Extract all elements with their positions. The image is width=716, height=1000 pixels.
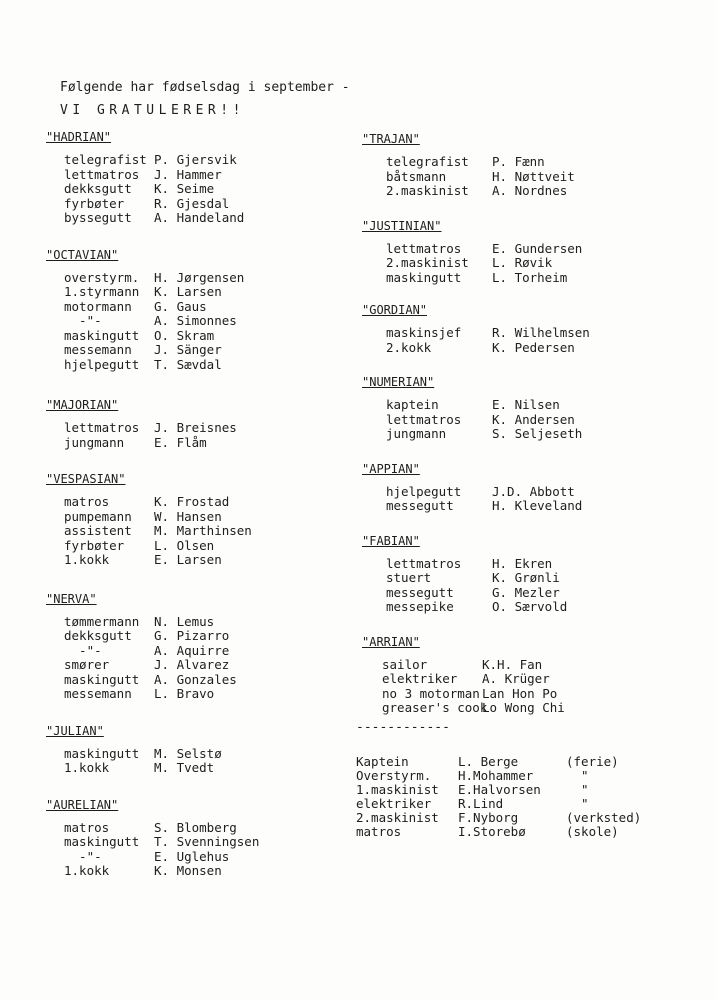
crew-name: Lan Hon Po: [482, 685, 558, 701]
crew-name: H. Kleveland: [492, 498, 583, 513]
crew-row: [356, 672, 696, 687]
crew-row: [46, 553, 336, 568]
crew-name: A. Handeland: [154, 210, 245, 225]
crew-name: K. Andersen: [492, 411, 575, 427]
crew-name: W. Hansen: [154, 508, 222, 524]
crew-role: maskingutt: [64, 327, 140, 343]
crew-role: -"-: [64, 313, 102, 328]
crew-role: lettmatros: [386, 411, 462, 427]
crew-role: telegrafist: [64, 152, 147, 167]
crew-row: [356, 155, 696, 170]
crew-role: stuert: [386, 570, 432, 585]
crew-role: fyrbøter: [64, 537, 125, 553]
right-ship-column: [356, 132, 696, 839]
officer-row: [356, 783, 696, 797]
ship-block: [46, 592, 336, 702]
crew-role: greaser's cook: [382, 700, 488, 715]
crew-name: M. Tvedt: [154, 760, 215, 775]
officer-note: (verksted): [566, 809, 642, 825]
crew-row: [46, 747, 336, 762]
crew-role: lettmatros: [64, 166, 140, 182]
crew-row: [46, 153, 336, 168]
ship-block: [46, 798, 336, 879]
dashed-divider: ------------: [356, 719, 450, 735]
crew-row: [356, 170, 696, 185]
officer-role: elektriker: [356, 795, 432, 811]
crew-row: [46, 850, 336, 865]
ship-block: [356, 375, 696, 442]
crew-name: J.D. Abbott: [492, 483, 575, 499]
ship-block: [46, 472, 336, 568]
crew-role: 2.maskinist: [386, 255, 469, 270]
crew-role: assistent: [64, 523, 132, 538]
crew-name: J. Alvarez: [154, 657, 230, 672]
crew-row: [46, 761, 336, 776]
crew-role: maskingutt: [386, 269, 462, 285]
crew-row: [46, 343, 336, 358]
crew-row: [46, 197, 336, 212]
crew-row: [356, 427, 696, 442]
ship-block: [356, 534, 696, 615]
congratulations-heading: VI GRATULERER!!: [60, 103, 245, 118]
crew-name: K. Monsen: [154, 863, 222, 878]
ship-name: "AURELIAN": [46, 797, 119, 812]
crew-name: S. Seljeseth: [492, 426, 583, 441]
crew-role: messegutt: [386, 498, 454, 513]
crew-role: maskinsjef: [386, 325, 462, 340]
officer-name: I.Storebø: [458, 823, 526, 839]
crew-name: J. Hammer: [154, 166, 222, 182]
ship-block: [356, 219, 696, 286]
left-ship-column: [46, 130, 336, 897]
crew-name: L. Røvik: [492, 255, 553, 270]
crew-role: 1.kokk: [64, 863, 110, 878]
crew-row: [46, 285, 336, 300]
crew-row: [46, 524, 336, 539]
officer-role: matros: [356, 823, 402, 839]
crew-row: [46, 821, 336, 836]
crew-row: [46, 271, 336, 286]
ship-name: "NUMERIAN": [362, 375, 435, 389]
ship-block: [46, 398, 336, 450]
crew-row: [356, 557, 696, 572]
crew-role: tømmermann: [64, 613, 140, 629]
crew-name: A. Krüger: [482, 671, 550, 686]
crew-role: matros: [64, 494, 110, 509]
crew-role: overstyrm.: [64, 269, 140, 285]
crew-row: [46, 421, 336, 436]
crew-name: K. Larsen: [154, 284, 222, 299]
ship-block: [356, 635, 696, 716]
crew-row: [356, 485, 696, 500]
crew-name: E. Larsen: [154, 552, 222, 567]
crew-name: A. Gonzales: [154, 671, 237, 687]
officer-name: F.Nyborg: [458, 809, 519, 825]
crew-role: -"-: [64, 642, 102, 658]
crew-row: [356, 413, 696, 428]
crew-name: A. Nordnes: [492, 183, 568, 198]
ship-block: [46, 724, 336, 776]
crew-row: [46, 615, 336, 630]
crew-role: lettmatros: [386, 555, 462, 571]
birthday-intro: Følgende har fødselsdag i september -: [60, 80, 350, 95]
crew-row: [356, 658, 696, 673]
crew-name: K. Grønli: [492, 570, 560, 585]
officer-note: (ferie): [566, 753, 619, 769]
crew-row: [46, 835, 336, 850]
crew-name: K.H. Fan: [482, 656, 543, 672]
crew-name: O. Særvold: [492, 599, 568, 614]
crew-row: [46, 314, 336, 329]
crew-role: sailor: [382, 656, 428, 672]
crew-name: M. Selstø: [154, 745, 222, 761]
ship-block: [46, 248, 336, 373]
ship-name: "MAJORIAN": [46, 398, 119, 412]
crew-row: [356, 701, 696, 716]
crew-row: [356, 600, 696, 615]
officer-row: [356, 755, 696, 769]
crew-name: K. Pedersen: [492, 339, 575, 355]
crew-row: [46, 495, 336, 510]
officer-note: (skole): [566, 823, 619, 839]
officer-note: ": [566, 781, 589, 797]
ship-block: [356, 462, 696, 514]
crew-role: lettmatros: [64, 420, 140, 435]
crew-name: E. Nilsen: [492, 397, 560, 412]
officer-name: E.Halvorsen: [458, 781, 541, 797]
crew-role: messemann: [64, 686, 132, 701]
crew-role: båtsmann: [386, 168, 447, 184]
crew-row: [46, 358, 336, 373]
crew-row: [356, 326, 696, 341]
ship-name: "TRAJAN": [362, 132, 420, 146]
crew-role: jungmann: [64, 434, 125, 450]
crew-role: jungmann: [386, 426, 447, 441]
crew-role: maskingutt: [64, 671, 140, 687]
officer-name: H.Mohammer: [458, 767, 534, 783]
crew-role: smører: [64, 657, 110, 672]
crew-row: [46, 211, 336, 226]
crew-row: [46, 329, 336, 344]
crew-role: 1.kokk: [64, 552, 110, 567]
officers-on-leave-list: [356, 755, 696, 839]
ship-block: [46, 130, 336, 226]
crew-name: R. Wilhelmsen: [492, 325, 590, 340]
crew-name: P. Gjersvik: [154, 152, 237, 167]
crew-role: messemann: [64, 342, 132, 357]
crew-name: L. Torheim: [492, 269, 568, 285]
crew-name: P. Fænn: [492, 154, 545, 169]
crew-name: N. Lemus: [154, 613, 215, 629]
crew-role: elektriker: [382, 671, 458, 686]
ship-name: "HADRIAN": [46, 130, 112, 144]
crew-row: [46, 436, 336, 451]
crew-role: messepike: [386, 599, 454, 614]
crew-name: L. Olsen: [154, 537, 215, 553]
crew-name: K. Frostad: [154, 494, 230, 509]
crew-row: [356, 499, 696, 514]
crew-name: E. Uglehus: [154, 848, 230, 864]
crew-row: [356, 271, 696, 286]
crew-row: [46, 629, 336, 644]
officer-role: Kaptein: [356, 753, 409, 769]
crew-name: J. Sänger: [154, 342, 222, 357]
officer-role: Overstyrm.: [356, 767, 432, 783]
crew-role: kaptein: [386, 397, 439, 412]
crew-row: [46, 644, 336, 659]
crew-row: [356, 341, 696, 356]
crew-name: G. Mezler: [492, 584, 560, 600]
crew-row: [356, 184, 696, 199]
officer-name: R.Lind: [458, 795, 504, 811]
officer-row: [356, 811, 696, 825]
crew-name: K. Seime: [154, 181, 215, 196]
officer-note: ": [566, 795, 589, 811]
crew-role: maskingutt: [64, 745, 140, 761]
crew-row: [46, 673, 336, 688]
officer-role: 1.maskinist: [356, 781, 439, 797]
ship-name: "GORDIAN": [362, 303, 428, 317]
crew-role: hjelpegutt: [64, 356, 140, 372]
crew-role: maskingutt: [64, 834, 140, 849]
crew-role: lettmatros: [386, 240, 462, 256]
crew-role: pumpemann: [64, 508, 132, 524]
crew-row: [46, 687, 336, 702]
crew-row: [46, 300, 336, 315]
crew-role: byssegutt: [64, 210, 132, 225]
crew-row: [46, 510, 336, 525]
crew-name: E. Gundersen: [492, 240, 583, 256]
crew-row: [356, 687, 696, 702]
ship-name: "OCTAVIAN": [46, 247, 119, 262]
crew-name: G. Pizarro: [154, 628, 230, 643]
ship-name: "JULIAN": [46, 723, 104, 738]
officer-role: 2.maskinist: [356, 809, 439, 825]
officer-name: L. Berge: [458, 753, 519, 769]
crew-row: [46, 182, 336, 197]
crew-role: 1.styrmann: [64, 284, 140, 299]
ship-name: "APPIAN": [362, 461, 420, 476]
crew-name: S. Blomberg: [154, 819, 237, 835]
crew-role: fyrbøter: [64, 195, 125, 211]
crew-row: [46, 168, 336, 183]
ship-block: [356, 132, 696, 199]
crew-role: 2.kokk: [386, 339, 432, 355]
ship-name: "ARRIAN": [362, 634, 420, 649]
ship-block: [356, 303, 696, 355]
crew-name: O. Skram: [154, 327, 215, 343]
crew-name: J. Breisnes: [154, 420, 237, 435]
crew-row: [356, 256, 696, 271]
crew-name: H. Nøttveit: [492, 168, 575, 184]
officer-row: [356, 825, 696, 839]
crew-role: telegrafist: [386, 154, 469, 169]
crew-role: 2.maskinist: [386, 183, 469, 198]
crew-name: M. Marthinsen: [154, 523, 252, 538]
crew-name: T. Sævdal: [154, 356, 222, 372]
crew-name: A. Aquirre: [154, 642, 230, 658]
ship-name: "NERVA": [46, 591, 97, 606]
officer-note: ": [566, 767, 589, 783]
crew-role: dekksgutt: [64, 181, 132, 196]
ship-name: "JUSTINIAN": [362, 218, 442, 233]
officer-row: [356, 797, 696, 811]
crew-name: H. Ekren: [492, 555, 553, 571]
crew-row: [46, 539, 336, 554]
ship-name: "VESPASIAN": [46, 472, 126, 486]
crew-role: motormann: [64, 298, 132, 314]
crew-name: T. Svenningsen: [154, 834, 260, 849]
crew-row: [46, 864, 336, 879]
crew-row: [356, 586, 696, 601]
crew-name: G. Gaus: [154, 298, 207, 314]
crew-name: H. Jørgensen: [154, 269, 245, 285]
crew-name: Lo Wong Chi: [482, 700, 565, 715]
crew-role: 1.kokk: [64, 760, 110, 775]
officer-row: [356, 769, 696, 783]
crew-name: R. Gjesdal: [154, 195, 230, 211]
crew-role: matros: [64, 819, 110, 835]
crew-role: messegutt: [386, 584, 454, 600]
crew-name: A. Simonnes: [154, 313, 237, 328]
crew-row: [46, 658, 336, 673]
crew-row: [356, 242, 696, 257]
crew-role: -"-: [64, 848, 102, 864]
crew-row: [356, 571, 696, 586]
crew-name: E. Flåm: [154, 434, 207, 450]
crew-role: no 3 motorman: [382, 685, 480, 701]
crew-row: [356, 398, 696, 413]
crew-role: dekksgutt: [64, 628, 132, 643]
crew-role: hjelpegutt: [386, 483, 462, 499]
ship-name: "FABIAN": [362, 533, 420, 548]
crew-name: L. Bravo: [154, 686, 215, 701]
